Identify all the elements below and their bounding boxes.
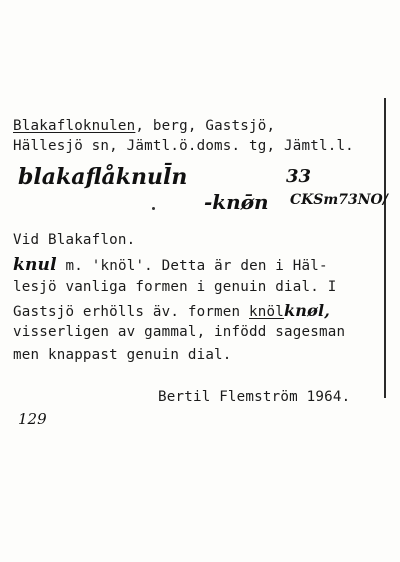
text-line-6: [13, 301, 330, 320]
heading-rest: , berg, Gastsjö,: [135, 118, 276, 134]
parish-line: Hällesjö sn, Jämtl.ö.doms. tg, Jämtl.l.: [13, 138, 354, 154]
definition-text: m. 'knöl'. Detta är den i Häl-: [56, 258, 328, 274]
signature-line: Bertil Flemström 1964.: [158, 389, 351, 405]
text-line-8: men knappast genuin dial.: [13, 347, 232, 363]
handwritten-code: CKSm73NO/: [290, 192, 388, 208]
handwritten-knol: knøl,: [284, 301, 331, 320]
underlined-knol: knöl: [249, 304, 284, 320]
text-line-7: visserligen av gammal, infödd sagesman: [13, 324, 346, 340]
handwritten-number: 33: [286, 166, 312, 187]
entry-heading-line: [13, 118, 275, 134]
ink-dot: [152, 207, 155, 210]
handwritten-knul: knul: [13, 255, 57, 275]
handwritten-variant: -knø̄n: [204, 190, 269, 214]
definition-line: [13, 255, 328, 275]
line6-text: Gastsjö erhölls äv. formen: [13, 304, 250, 320]
page-number: 129: [18, 410, 47, 428]
text-line-5: lesjö vanliga formen i genuin dial. I: [13, 279, 337, 295]
card-edge-line: [384, 98, 386, 398]
handwritten-phonetic: blakaflåknul̄n: [18, 164, 188, 190]
headword: Blakafloknulen: [13, 118, 136, 134]
location-line: Vid Blakaflon.: [13, 232, 136, 248]
